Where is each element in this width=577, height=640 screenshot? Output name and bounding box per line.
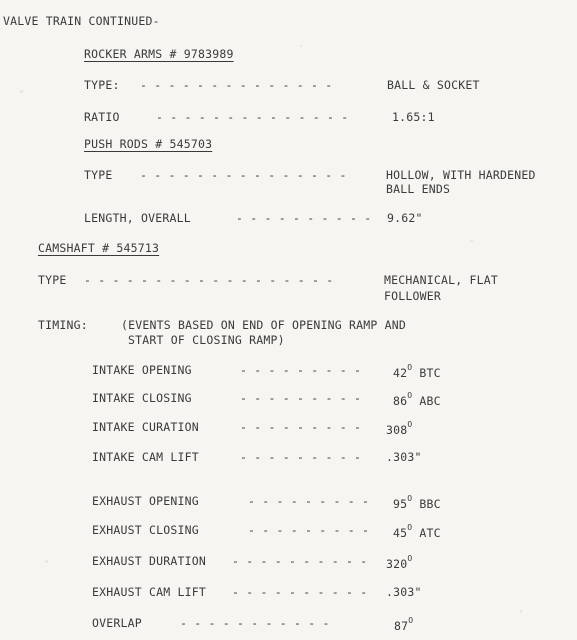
timing-row-label: INTAKE CLOSING (92, 391, 192, 405)
timing-value-suffix: BTC (412, 366, 441, 380)
leader-dashes: - - - - - - - - - (240, 391, 362, 405)
timing-value-suffix: ABC (412, 394, 441, 408)
timing-value-suffix: ATC (412, 526, 441, 540)
camshaft-type-label: TYPE (38, 273, 67, 287)
leader-dashes: - - - - - - - - - (248, 494, 370, 508)
rocker-ratio-value: 1.65:1 (392, 110, 435, 124)
timing-row-value (386, 450, 422, 464)
leader-dashes: - - - - - - - - - (240, 420, 362, 434)
timing-value-number: 308 (386, 423, 408, 437)
leader-dashes: - - - - - - - - - - - - - - (156, 110, 349, 124)
leader-dashes: - - - - - - - - - - - - - - - (140, 168, 347, 182)
timing-row-label: INTAKE OPENING (92, 363, 192, 377)
timing-value-number: .303" (386, 450, 422, 464)
timing-row-label: EXHAUST CLOSING (92, 523, 199, 537)
degree-mark: O (407, 494, 413, 503)
timing-row-label: EXHAUST DURATION (92, 554, 206, 568)
camshaft-title: CAMSHAFT # 545713 (38, 241, 160, 255)
leader-dashes: - - - - - - - - - - (232, 585, 368, 599)
scan-speck (45, 560, 48, 563)
camshaft-type-value-1: MECHANICAL, FLAT (384, 273, 498, 287)
scan-speck (300, 45, 302, 47)
degree-mark: O (407, 554, 413, 563)
pushrods-length-value: 9.62" (387, 211, 423, 225)
leader-dashes: - - - - - - - - - - (236, 211, 372, 225)
timing-value-number: .303" (386, 585, 422, 599)
timing-row-value (386, 554, 412, 571)
pushrods-type-value-2: BALL ENDS (386, 182, 451, 196)
degree-mark: O (407, 363, 413, 372)
leader-dashes: - - - - - - - - - - (232, 554, 368, 568)
degree-mark: O (407, 391, 413, 400)
timing-row-label: INTAKE CURATION (92, 420, 199, 434)
timing-value-number: 86 (393, 394, 408, 408)
leader-dashes: - - - - - - - - - - - - - - - - - - (84, 273, 334, 287)
leader-dashes: - - - - - - - - - - - - - - (140, 78, 333, 92)
timing-row-label: EXHAUST CAM LIFT (92, 585, 206, 599)
timing-row-value (386, 420, 412, 437)
push-rods-title: PUSH RODS # 545703 (84, 137, 213, 151)
pushrods-length-label: LENGTH, OVERALL (84, 211, 191, 225)
degree-mark: O (407, 420, 413, 429)
timing-value-number: 42 (393, 366, 408, 380)
timing-row-label: EXHAUST OPENING (92, 494, 199, 508)
pushrods-type-label: TYPE (84, 168, 113, 182)
leader-dashes: - - - - - - - - - (240, 363, 362, 377)
leader-dashes: - - - - - - - - - (248, 523, 370, 537)
section-header: VALVE TRAIN CONTINUED- (3, 14, 160, 28)
timing-note-2: START OF CLOSING RAMP) (128, 333, 285, 347)
camshaft-type-value-2: FOLLOWER (384, 289, 441, 303)
degree-mark: O (407, 523, 413, 532)
timing-row-value (393, 494, 441, 511)
rocker-type-value: BALL & SOCKET (387, 78, 480, 92)
degree-mark: O (408, 616, 414, 625)
scan-speck (470, 240, 473, 242)
rocker-ratio-label: RATIO (84, 110, 120, 124)
scan-speck (520, 610, 522, 613)
timing-row-value (386, 585, 422, 599)
rocker-arms-title: ROCKER ARMS # 9783989 (84, 47, 234, 61)
timing-label: TIMING: (38, 318, 88, 332)
timing-note-1: (EVENTS BASED ON END OF OPENING RAMP AND (121, 318, 406, 332)
timing-row-value (393, 363, 441, 380)
leader-dashes: - - - - - - - - - (240, 450, 362, 464)
timing-row-value (393, 523, 441, 540)
timing-row-label: INTAKE CAM LIFT (92, 450, 199, 464)
timing-value-number: 95 (393, 497, 408, 511)
scan-speck (20, 90, 23, 93)
timing-row-value (393, 391, 441, 408)
timing-value-number: 87 (394, 619, 409, 633)
rocker-type-label: TYPE: (84, 78, 120, 92)
timing-value-number: 320 (386, 557, 408, 571)
timing-value-number: 45 (393, 526, 408, 540)
timing-row-value (394, 616, 413, 633)
timing-row-label: OVERLAP (92, 616, 142, 630)
leader-dashes: - - - - - - - - - - - (180, 616, 330, 630)
pushrods-type-value-1: HOLLOW, WITH HARDENED (386, 168, 536, 182)
timing-value-suffix: BBC (412, 497, 441, 511)
